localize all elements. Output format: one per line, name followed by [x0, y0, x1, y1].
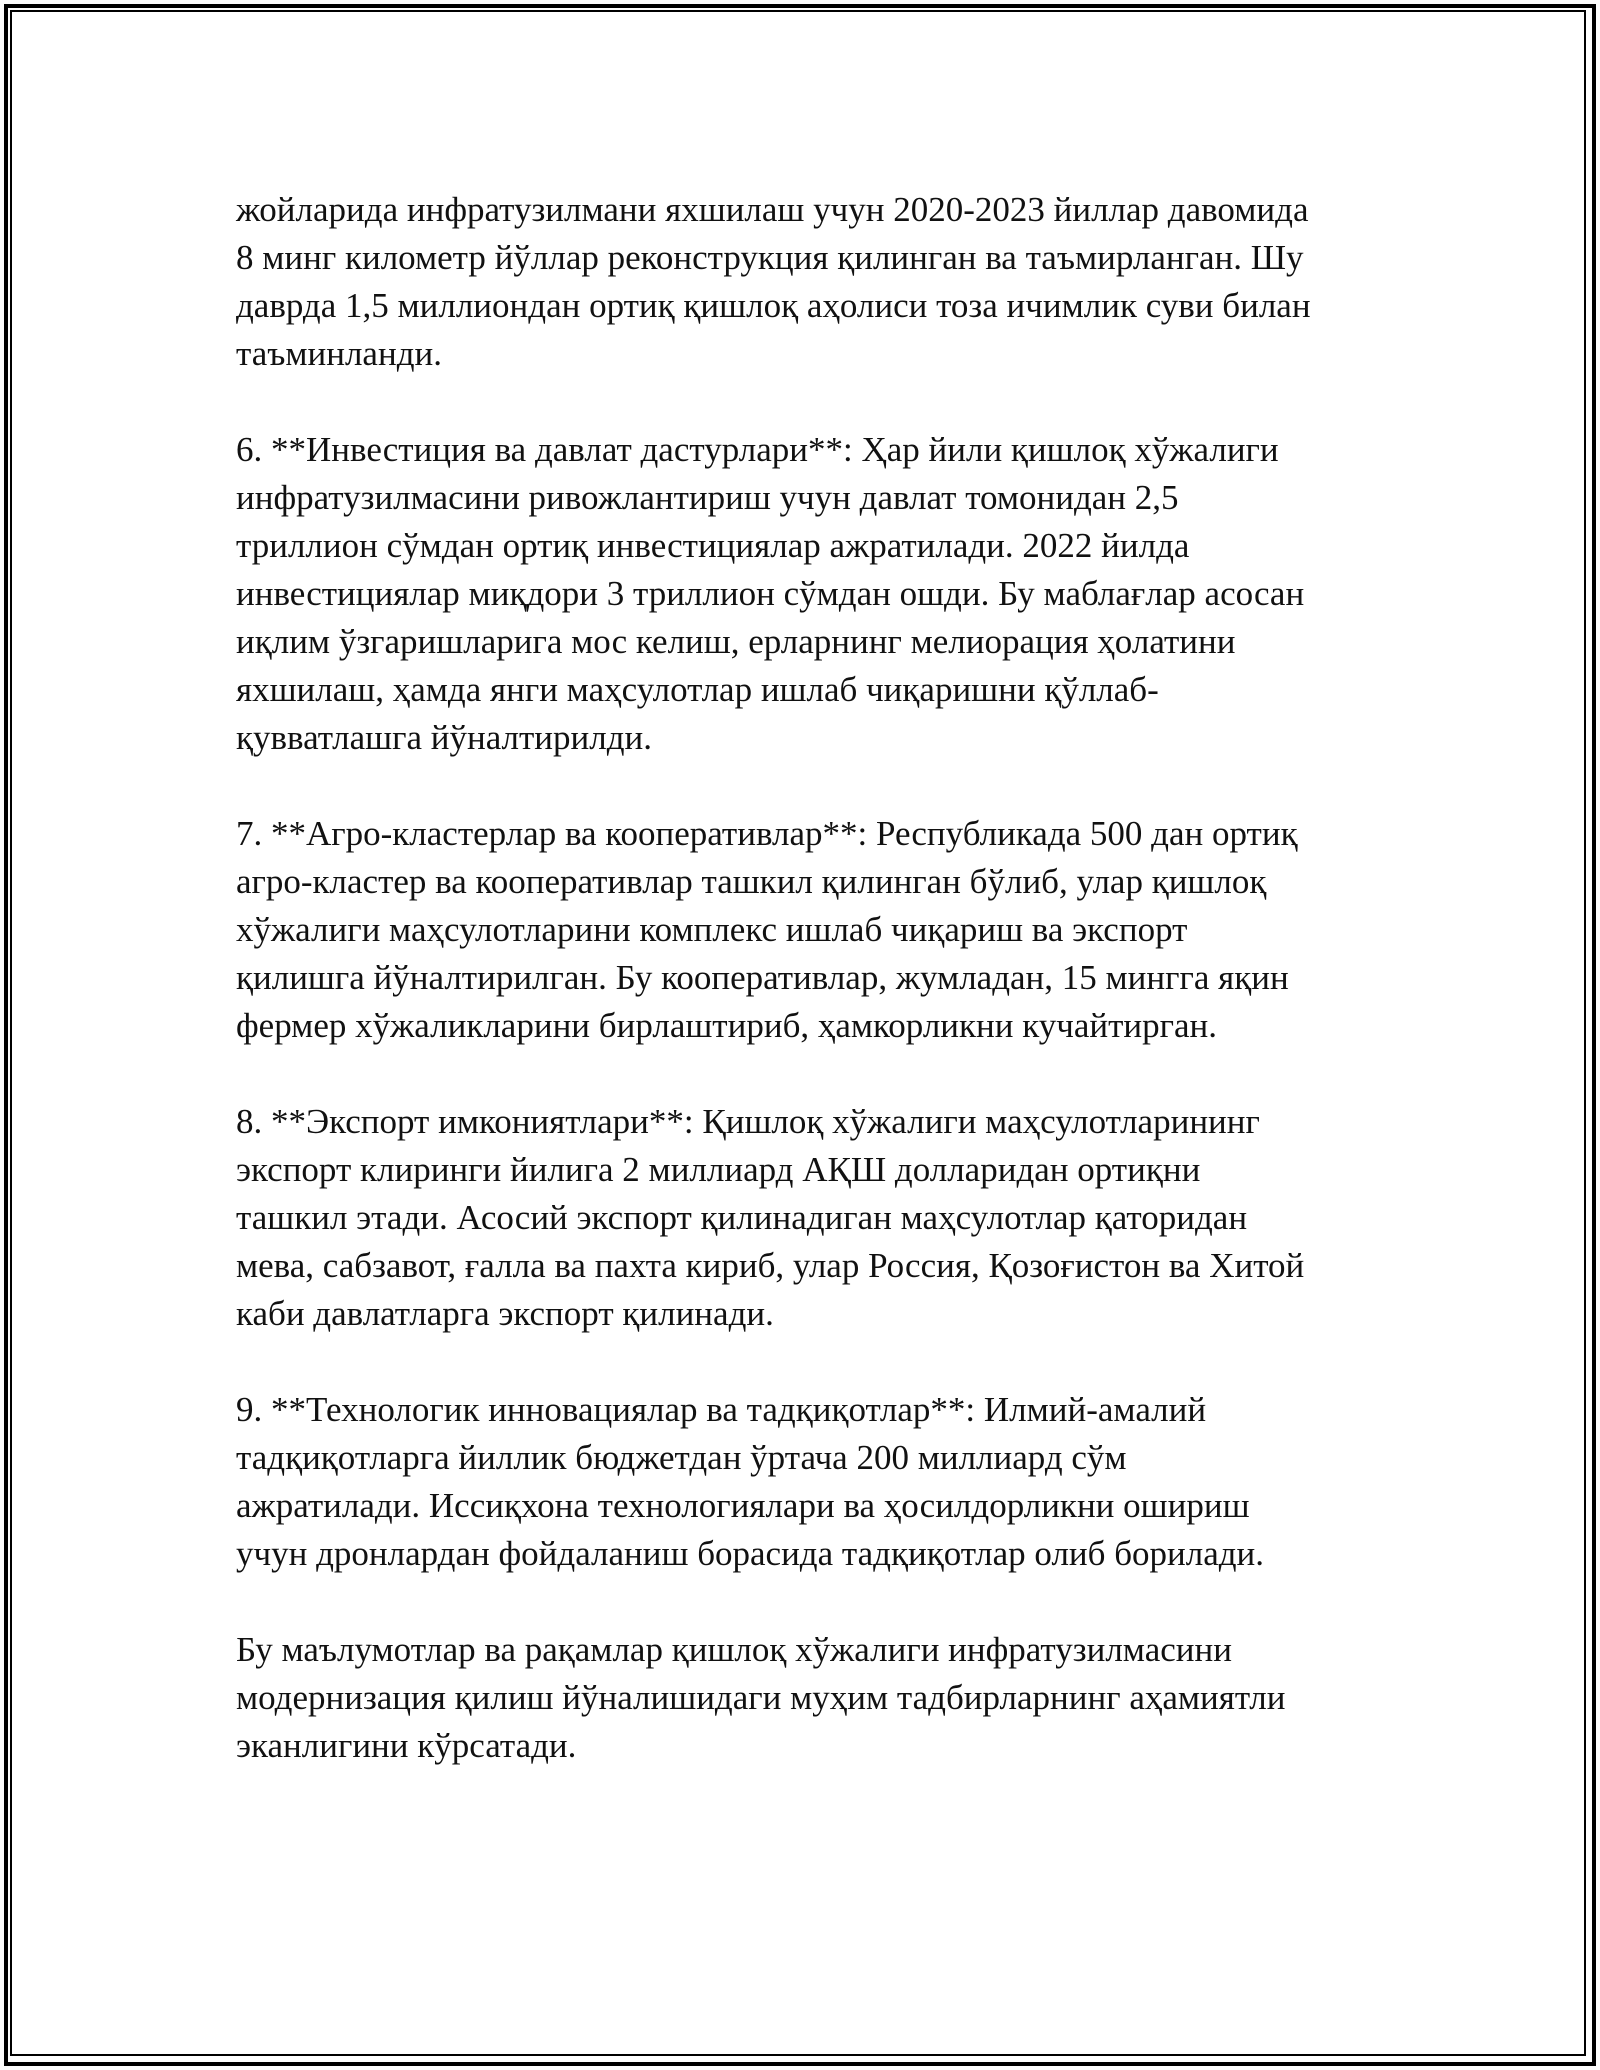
text-line: инвестициялар миқдори 3 триллион сўмдан ошди. Бу маблағлар асосан: [236, 574, 1305, 613]
text-line: 8. **Экспорт имкониятлари**: Қишлоқ хўжалиги маҳсулотларининг: [236, 1102, 1260, 1141]
paragraph-item-8: [236, 1098, 1396, 1338]
text-line: жойларида инфратузилмани яхшилаш учун 2020-2023 йиллар давомида: [236, 190, 1309, 229]
paragraph-item-6: [236, 426, 1396, 762]
text-line: Бу маълумотлар ва рақамлар қишлоқ хўжалиги инфратузилмасини: [236, 1630, 1232, 1669]
text-line: иқлим ўзгаришларига мос келиш, ерларнинг мелиорация ҳолатини: [236, 622, 1236, 661]
text-line: фермер хўжаликларини бирлаштириб, ҳамкорликни кучайтирган.: [236, 1006, 1218, 1045]
text-line: таъминланди.: [236, 334, 442, 373]
document-body: [236, 186, 1396, 1818]
text-line: қилишга йўналтирилган. Бу кооперативлар, жумладан, 15 мингга яқин: [236, 958, 1289, 997]
text-line: 6. **Инвестиция ва давлат дастурлари**: Ҳар йили қишлоқ хўжалиги: [236, 430, 1279, 469]
text-line: модернизация қилиш йўналишидаги муҳим тадбирларнинг аҳамиятли: [236, 1678, 1286, 1717]
text-line: экспорт клиринги йилига 2 миллиард АҚШ долларидан ортиқни: [236, 1150, 1201, 1189]
text-line: даврда 1,5 миллиондан ортиқ қишлоқ аҳолиси тоза ичимлик суви билан: [236, 286, 1311, 325]
text-line: 7. **Агро-кластерлар ва кооперативлар**: Республикада 500 дан ортиқ: [236, 814, 1298, 853]
text-line: ажратилади. Иссиқхона технологиялари ва ҳосилдорликни ошириш: [236, 1486, 1250, 1525]
paragraph-item-7: [236, 810, 1396, 1050]
text-line: эканлигини кўрсатади.: [236, 1726, 577, 1765]
text-line: агро-кластер ва кооперативлар ташкил қилинган бўлиб, улар қишлоқ: [236, 862, 1267, 901]
text-line: ташкил этади. Асосий экспорт қилинадиган маҳсулотлар қаторидан: [236, 1198, 1248, 1237]
text-line: тадқиқотларга йиллик бюджетдан ўртача 200 миллиард сўм: [236, 1438, 1127, 1477]
paragraph-intro: [236, 186, 1396, 378]
text-line: 9. **Технологик инновациялар ва тадқиқотлар**: Илмий-амалий: [236, 1390, 1207, 1429]
paragraph-conclusion: [236, 1626, 1396, 1770]
text-line: учун дронлардан фойдаланиш борасида тадқиқотлар олиб борилади.: [236, 1534, 1265, 1573]
text-line: инфратузилмасини ривожлантириш учун давлат томонидан 2,5: [236, 478, 1179, 517]
text-line: каби давлатларга экспорт қилинади.: [236, 1294, 774, 1333]
text-line: мева, сабзавот, ғалла ва пахта кириб, улар Россия, Қозоғистон ва Хитой: [236, 1246, 1305, 1285]
text-line: 8 минг километр йўллар реконструкция қилинган ва таъмирланган. Шу: [236, 238, 1304, 277]
text-line: хўжалиги маҳсулотларини комплекс ишлаб чиқариш ва экспорт: [236, 910, 1188, 949]
text-line: триллион сўмдан ортиқ инвестициялар ажратилади. 2022 йилда: [236, 526, 1190, 565]
paragraph-item-9: [236, 1386, 1396, 1578]
text-line: қувватлашга йўналтирилди.: [236, 718, 653, 757]
text-line: яхшилаш, ҳамда янги маҳсулотлар ишлаб чиқаришни қўллаб-: [236, 670, 1159, 709]
